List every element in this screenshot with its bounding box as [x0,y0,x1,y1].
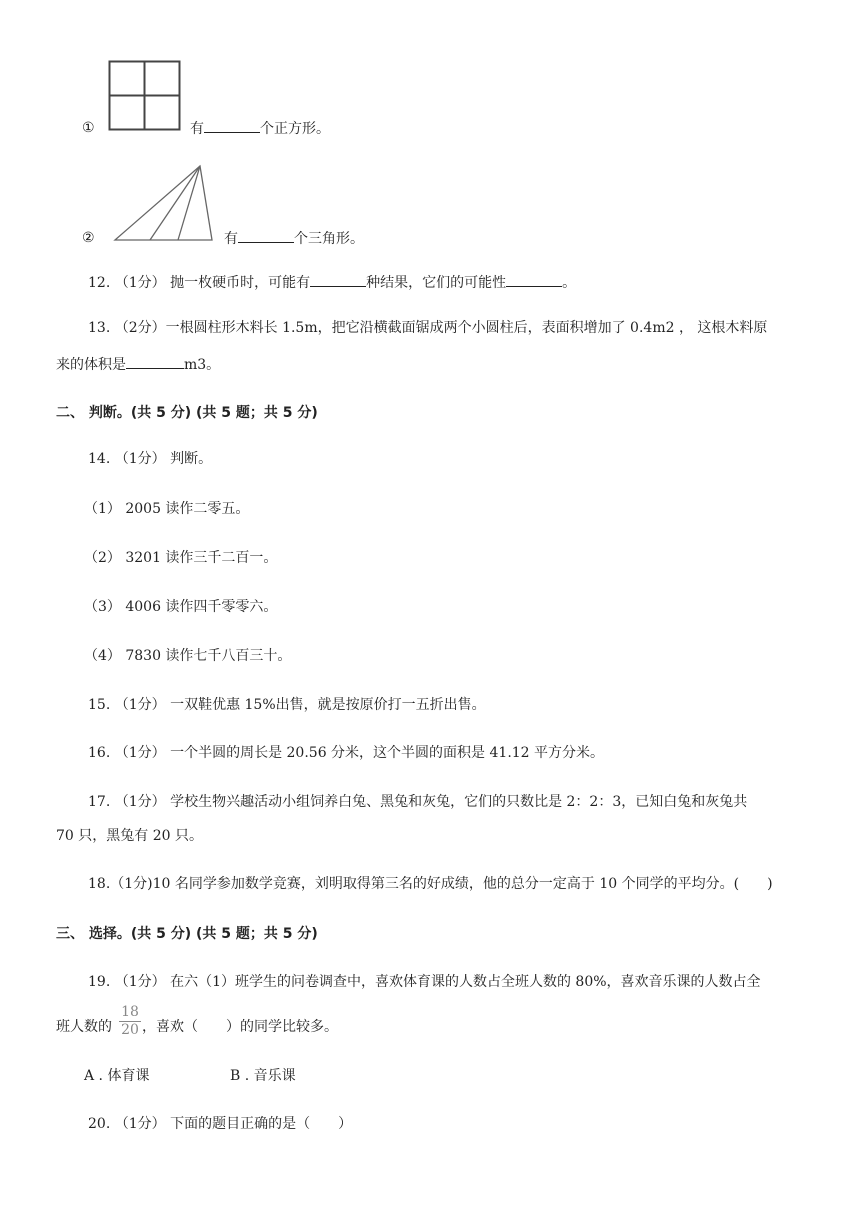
fraction-18-20 [119,1005,141,1038]
answer-blank[interactable] [126,354,184,369]
question-12: 12. （1分） 抛一枚硬币时，可能有 种结果，它们的可能性 。 [88,272,576,293]
square-grid-figure [108,60,182,132]
question-19-line-1: 19. （1分） 在六（1）班学生的问卷调查中，喜欢体育课的人数占全班人数的 80%，喜欢音乐课的人数占全 [88,974,761,990]
figure-2-question: 有 个三角形。 [224,228,364,249]
question-18: 18.（1分)10 名同学参加数学竞赛，刘明取得第三名的好成绩，他的总分一定高于 10 个同学的平均分。( ) [88,876,773,892]
figure-2-number: ② [82,230,95,246]
question-13-line-2: 来的体积是 m3。 [56,354,220,375]
question-14-item-1: （1） 2005 读作二零五。 [84,501,250,517]
section-3-heading: 三、 选择。(共 5 分) (共 5 题；共 5 分) [56,926,318,942]
triangle-fan-figure [112,164,216,244]
question-14-stem: 14. （1分） 判断。 [88,451,213,467]
question-14-item-2: （2） 3201 读作三千二百一。 [84,550,278,566]
question-20: 20. （1分） 下面的题目正确的是（ ） [88,1116,353,1132]
question-19-line-2-prefix: 班人数的 [56,1019,112,1035]
answer-blank[interactable] [506,272,562,287]
question-19-line-2-suffix: ，喜欢（ ）的同学比较多。 [142,1019,338,1035]
fraction-numerator: 18 [121,1004,139,1020]
question-16: 16. （1分） 一个半圆的周长是 20.56 分米，这个半圆的面积是 41.12 平方分米。 [88,745,605,761]
question-14-item-3: （3） 4006 读作四千零零六。 [84,599,278,615]
question-15: 15. （1分） 一双鞋优惠 15%出售，就是按原价打一五折出售。 [88,697,486,713]
answer-blank[interactable] [204,118,260,133]
question-14-item-4: （4） 7830 读作七千八百三十。 [84,648,292,664]
fraction-denominator: 20 [121,1022,139,1038]
question-13-line-1: 13. （2分）一根圆柱形木料长 1.5m，把它沿横截面锯成两个小圆柱后，表面积增加了 0.4m2 ， 这根木料原 [88,320,768,336]
answer-blank[interactable] [310,272,366,287]
figure-1-question: 有 个正方形。 [190,118,330,139]
question-17-line-2: 70 只，黑兔有 20 只。 [56,828,203,844]
figure-1-number: ① [82,120,95,136]
section-2-heading: 二、 判断。(共 5 分) (共 5 题；共 5 分) [56,405,318,421]
option-b[interactable]: B . 音乐课 [230,1068,296,1084]
answer-blank[interactable] [238,228,294,243]
option-a[interactable]: A . 体育课 [84,1068,150,1084]
question-17-line-1: 17. （1分） 学校生物兴趣活动小组饲养白兔、黑兔和灰兔，它们的只数比是 2：2：3，已知白兔和灰兔共 [88,794,748,810]
